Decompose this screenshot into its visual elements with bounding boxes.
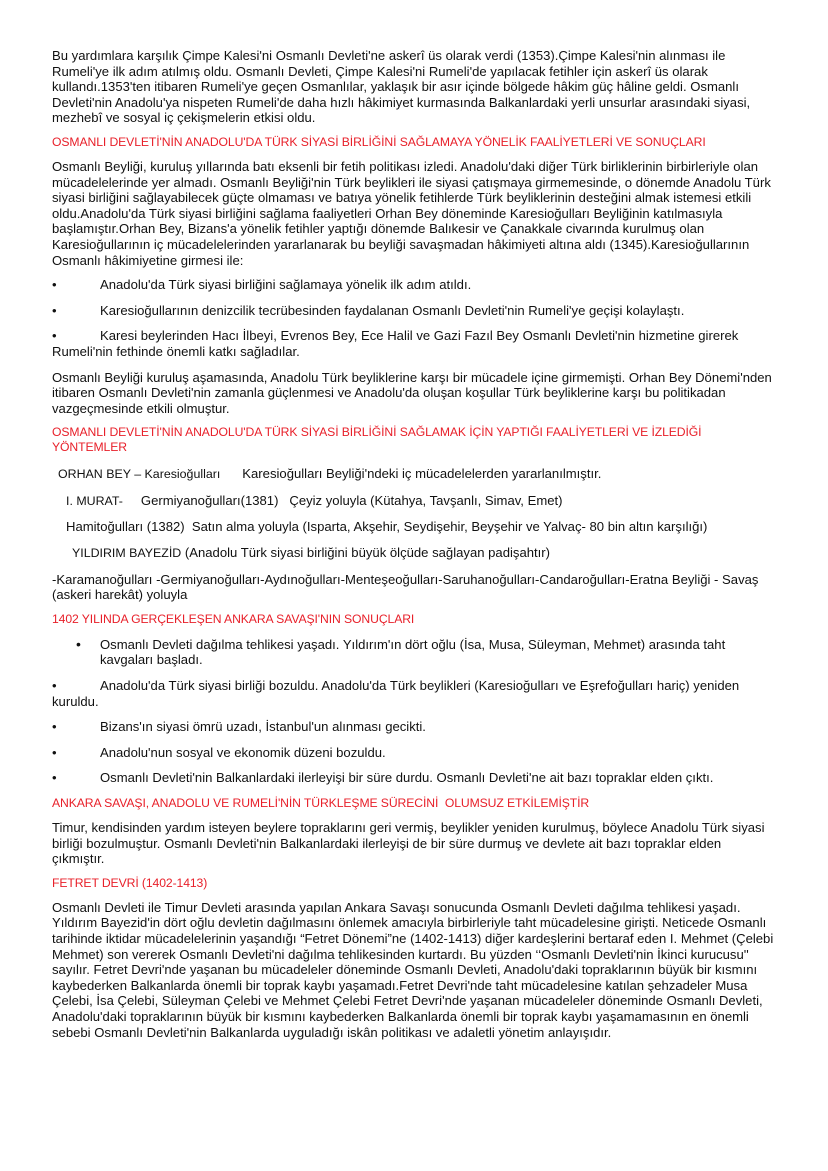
section1-paragraph: Osmanlı Beyliği, kuruluş yıllarında batı eksenli bir fetih politikası izledi. Anadolu'daki diğer Türk birliklerinin birbirleriyle olan mücadelelerinde yer almadı. Osmanlı Beyliği'nin Türk beylikleri ile siyasi çatışmaya girmemesinde, o dönemde Anadolu Türk siyasi birliğini sağlayabilecek güçte olmaması ve batıya yönelik fetihlerde Türk beyliklerinin desteğini almak istemesi etkili oldu.Anadolu'da Türk siyasi birliğini sağlama faaliyetleri Orhan Bey döneminde Karesioğulları Beyliğinin katılmasıyla başlamıştır.Orhan Bey, Bizans'a yönelik fetihler yaptığı dönemde Balıkesir ve Çanakkale civarında kurulmuş olan Karesioğullarının iç mücadelelerinden yararlanarak bu beyliği savaşmadan hâkimiyeti altına aldı (1345).Karesioğullarının Osmanlı hâkimiyetine girmesi ile:	[52, 158, 771, 268]
section-heading-turklesme-sureci: ANKARA SAVAŞI, ANADOLU VE RUMELİ'NİN TÜRKLEŞME SÜRECİNİ OLUMSUZ ETKİLEMİŞTİR	[52, 796, 590, 810]
list-item-text: Karesioğullarının denizcilik tecrübesinden faydalanan Osmanlı Devleti'nin Rumeli'ye geçişi kolaylaştı.	[100, 302, 685, 318]
section-heading-fetret-devri: FETRET DEVRİ (1402-1413)	[52, 875, 208, 890]
ruler-row-yildirim-bayezid	[52, 545, 777, 562]
ruler-detail: Germiyanoğulları(1381) Çeyiz yoluyla (Kütahya, Tavşanlı, Simav, Emet)	[140, 492, 563, 508]
list-item-text: Bizans'ın siyasi ömrü uzadı, İstanbul'un alınması gecikti.	[100, 719, 426, 735]
list-item	[52, 678, 777, 709]
section5-paragraph: Osmanlı Devleti ile Timur Devleti arasında yapılan Ankara Savaşı sonucunda Osmanlı Devleti dağılma tehlikesi yaşadı. Yıldırım Bayezid'in dört oğlu devletin dağılmasını önlemek amacıyla birbirleriyle taht mücadelesine girişti. Neticede Osmanlı tarihinde iktidar mücadelelerinin yaşandığı “Fetret Dönemi”ne (1402-1413) diğer kardeşlerini bertaraf eden I. Mehmet (Çelebi Mehmet) son vererek Osmanlı Devleti'ni dağılma tehlikesinden kurtardı. Bu yüzden ‘‘Osmanlı Devleti'nin İkinci kurucusu'' sayılır. Fetret Devri'nde yaşanan bu mücadeleler döneminde Osmanlı Devleti, Anadolu'daki topraklarının büyük bir kısmını kaybederken Balkanlarda önemli bir toprak kaybı yaşamadı.Fetret Devri'nde taht mücadelesine katılan şehzadeler Musa Çelebi, İsa Çelebi, Süleyman Çelebi ve Mehmet Çelebi Fetret Devri'nde yaşanan mücadeleler döneminde Osmanlı Devleti, Anadolu'daki topraklarının büyük bir kısmını kaybederken Balkanlarda önemli bir toprak kaybı yaşamamasının en önemli sebebi Osmanlı Devleti'nin Balkanlarda uyguladığı iskân politikası ve adaletli yönetim anlayışıdır.	[52, 899, 774, 1040]
section1-closing-paragraph: Osmanlı Beyliği kuruluş aşamasında, Anadolu Türk beyliklerine karşı bir mücadele içine girmemişti. Orhan Bey Dönemi'nden itibaren Osmanlı Devleti'nin zamanla güçlenmesi ve Anadolu'da oluşan koşullar Türk beyliklerine karşı bu politikadan vazgeçmesinde etkili olmuştur.	[52, 369, 772, 416]
bullet-icon: •	[52, 744, 57, 760]
list-item-text: Osmanlı Devleti dağılma tehlikesi yaşadı. Yıldırım'ın dört oğlu (İsa, Musa, Süleyman, Mehmet) arasında taht kavgaları başladı.	[100, 636, 726, 668]
intro-paragraph: Bu yardımlara karşılık Çimpe Kalesi'ni Osmanlı Devleti'ne askerî üs olarak verdi (1353).Çimpe Kalesi'nin alınması ile Rumeli'ye ilk adım atılmış oldu. Osmanlı Devleti, Çimpe Kalesi'ni Rumeli'de yapılacak fetihler için askerî üs olarak kullandı.1353'ten itibaren Rumeli'ye geçen Osmanlılar, yaklaşık bir asır içinde bölgede hâkim güç hâline geldi. Osmanlı Devleti'nin Anadolu'ya nispeten Rumeli'de daha hızlı hâkimiyet kurmasında Balkanlardaki yerli unsurlar arasındaki siyasi, mezhebî ve sosyal iç çekişmelerin etkisi oldu.	[52, 48, 751, 126]
list-item	[52, 719, 777, 735]
ruler-detail: Karesioğulları Beyliği'ndeki iç mücadelelerden yararlanılmıştır.	[242, 466, 602, 482]
bullet-icon: •	[76, 635, 81, 652]
list-item-text: Anadolu'da Türk siyasi birliğini sağlamaya yönelik ilk adım atıldı.	[100, 277, 472, 293]
bullet-icon: •	[52, 277, 57, 293]
section4-paragraph: Timur, kendisinden yardım isteyen beylere topraklarını geri vermiş, beylikler yeniden kurulmuş, böylece Anadolu Türk siyasi birliği bozulmuştur. Osmanlı Devleti'nin Balkanlardaki ilerleyişi de bir süre durmuş ve devlete ait bazı topraklar elden çıkmıştır.	[52, 820, 765, 867]
bullet-icon: •	[52, 678, 57, 694]
beylik-list: -Karamanoğulları -Germiyanoğulları-Aydınoğulları-Menteşeoğulları-Saruhanoğulları-Candaroğulları-Eratna Beyliği - Savaş (askeri harekât) yoluyla	[52, 571, 759, 603]
ruler-label: ORHAN BEY – Karesioğulları	[58, 467, 221, 482]
ruler-row-orhan-bey	[52, 466, 777, 483]
list-item	[52, 637, 777, 668]
list-item	[52, 745, 777, 761]
ruler-row-hamitogullari	[52, 519, 777, 535]
bullet-icon: •	[52, 770, 57, 786]
list-item	[52, 277, 777, 293]
bullet-icon: •	[52, 328, 57, 344]
list-item	[52, 328, 777, 359]
bullet-icon: •	[52, 719, 57, 735]
section-heading-ankara-savasi-sonuclari: 1402 YILINDA GERÇEKLEŞEN ANKARA SAVAŞI'NIN SONUÇLARI	[52, 611, 415, 626]
ruler-detail: Hamitoğulları (1382) Satın alma yoluyla (Isparta, Akşehir, Seydişehir, Beyşehir ve Yalvaç- 80 bin altın karşılığı)	[66, 519, 708, 535]
list-item	[52, 303, 777, 319]
list-item	[52, 770, 777, 786]
document-page	[52, 48, 777, 1049]
ruler-row-i-murat	[52, 493, 777, 510]
bullet-icon: •	[52, 302, 57, 318]
list-item-text: Osmanlı Devleti'nin Balkanlardaki ilerleyişi bir süre durdu. Osmanlı Devleti'ne ait bazı topraklar elden çıktı.	[100, 770, 714, 786]
ruler-label: I. MURAT-	[66, 493, 123, 508]
ruler-detail: (Anadolu Türk siyasi birliğini büyük ölçüde sağlayan padişahtır)	[184, 545, 551, 561]
ruler-label: YILDIRIM BAYEZİD	[72, 546, 182, 561]
list-item-text: Anadolu'da Türk siyasi birliği bozuldu. Anadolu'da Türk beylikleri (Karesioğulları ve Eşrefoğulları hariç) yeniden kuruldu.	[52, 678, 740, 709]
section-heading-turk-birligi-faaliyetleri: OSMANLI DEVLETİ'NİN ANADOLU'DA TÜRK SİYASİ BİRLİĞİNİ SAĞLAMAYA YÖNELİK FAALİYETLERİ VE SONUÇLARI	[52, 134, 706, 149]
list-item-text: Anadolu'nun sosyal ve ekonomik düzeni bozuldu.	[100, 744, 386, 760]
section-heading-yontemler: OSMANLI DEVLETİ'NİN ANADOLU'DA TÜRK SİYASİ BİRLİĞİNİ SAĞLAMAK İÇİN YAPTIĞI FAALİYETLERİ VE İZLEDİĞİ YÖNTEMLER	[52, 425, 702, 455]
list-item-text: Karesi beylerinden Hacı İlbeyi, Evrenos Bey, Ece Halil ve Gazi Fazıl Bey Osmanlı Devleti'nin hizmetine girerek Rumeli'nin fethinde önemli katkı sağladılar.	[52, 328, 739, 359]
